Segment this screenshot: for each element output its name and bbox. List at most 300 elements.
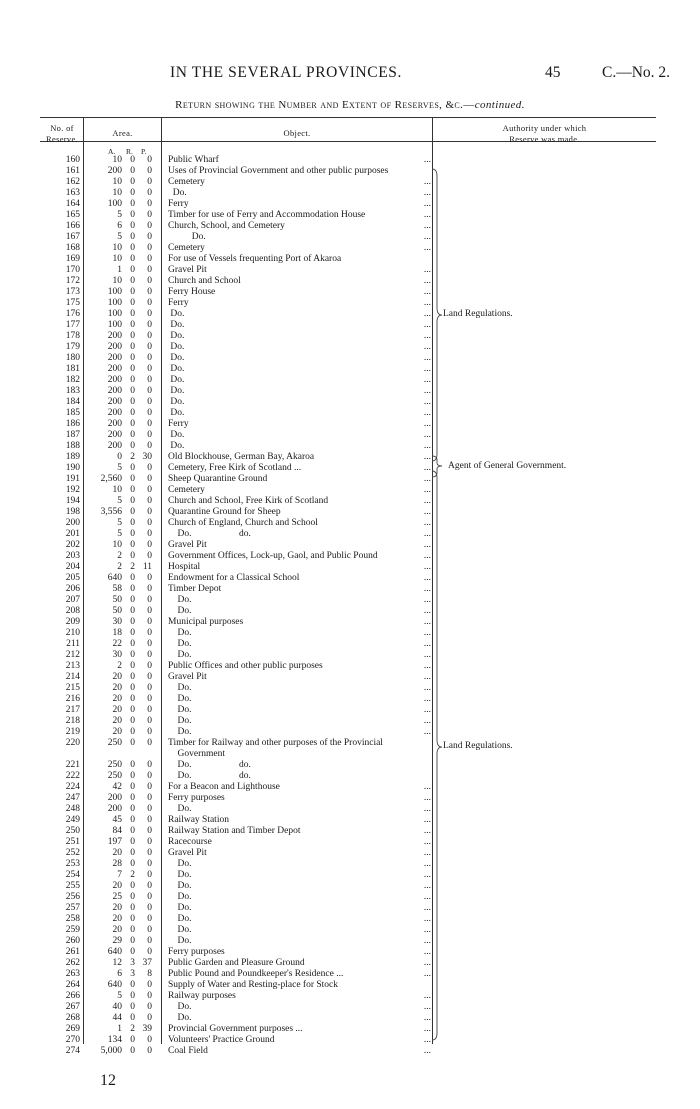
reserve-number: 263 [65, 969, 80, 979]
reserve-object: Endowment for a Classical School [168, 573, 300, 583]
area-roods: 0 [130, 947, 135, 957]
area-roods: 0 [130, 199, 135, 209]
reserve-object: Do. [168, 716, 192, 726]
area-roods: 0 [130, 408, 135, 418]
leader-dots: ... [423, 364, 431, 374]
table-row [0, 617, 440, 628]
area-perches: 0 [147, 815, 152, 825]
area-roods: 0 [130, 177, 135, 187]
table-row [0, 364, 440, 375]
area-roods: 2 [130, 870, 135, 880]
reserve-number: 262 [65, 958, 80, 968]
leader-dots: ... [423, 628, 431, 638]
leader-dots: ... [423, 518, 431, 528]
reserve-object: Do. [168, 881, 192, 891]
subtitle-text: Return showing the Number and Extent of Reserves, &c.— [175, 99, 475, 111]
reserve-object: Ferry [168, 199, 189, 209]
leader-dots: ... [423, 881, 431, 891]
area-acres: 0 [117, 452, 122, 462]
reserve-object: Do. [168, 628, 192, 638]
table-row [0, 749, 440, 760]
area-perches: 0 [147, 221, 152, 231]
leader-dots: ... [423, 463, 431, 473]
area-acres: 1 [117, 265, 122, 275]
table-row [0, 991, 440, 1002]
area-acres: 200 [107, 397, 122, 407]
reserve-object: Municipal purposes [168, 617, 244, 627]
area-perches: 8 [147, 969, 152, 979]
table-row [0, 243, 440, 254]
leader-dots: ... [423, 430, 431, 440]
area-perches: 30 [142, 452, 152, 462]
leader-dots: ... [423, 309, 431, 319]
table-row [0, 166, 440, 177]
area-roods: 0 [130, 320, 135, 330]
table-row [0, 958, 440, 969]
area-perches: 0 [147, 254, 152, 264]
reserve-number: 215 [65, 683, 80, 693]
leader-dots: ... [423, 958, 431, 968]
leader-dots: ... [423, 386, 431, 396]
table-row [0, 155, 440, 166]
reserve-object: For use of Vessels frequenting Port of Akaroa [168, 254, 342, 264]
reserve-number: 164 [65, 199, 80, 209]
reserve-object: Railway Station [168, 815, 229, 825]
reserve-number: 207 [65, 595, 80, 605]
table-row [0, 1035, 440, 1046]
area-acres: 640 [107, 573, 122, 583]
area-acres: 5 [117, 463, 122, 473]
area-perches: 0 [147, 727, 152, 737]
area-acres: 100 [107, 199, 122, 209]
leader-dots: ... [423, 375, 431, 385]
area-acres: 25 [112, 892, 122, 902]
area-perches: 37 [142, 958, 152, 968]
table-row [0, 936, 440, 947]
area-acres: 100 [107, 309, 122, 319]
table-row [0, 1002, 440, 1013]
area-roods: 0 [130, 606, 135, 616]
area-perches: 0 [147, 628, 152, 638]
reserve-object: Church and School [168, 276, 241, 286]
area-acres: 20 [112, 694, 122, 704]
area-roods: 0 [130, 265, 135, 275]
reserve-object: Do. [168, 903, 192, 913]
area-acres: 7 [117, 870, 122, 880]
reserve-object: Do. [168, 232, 206, 242]
table-row [0, 397, 440, 408]
area-perches: 0 [147, 661, 152, 671]
area-acres: 20 [112, 848, 122, 858]
area-acres: 44 [112, 1013, 122, 1023]
table-row [0, 331, 440, 342]
area-acres: 5 [117, 496, 122, 506]
reserve-object: Public Offices and other public purposes [168, 661, 323, 671]
area-acres: 200 [107, 793, 122, 803]
reserve-number: 184 [65, 397, 80, 407]
leader-dots: ... [423, 727, 431, 737]
area-perches: 0 [147, 639, 152, 649]
reserve-object: Gravel Pit [168, 265, 207, 275]
reserve-object: Public Pound and Poundkeeper's Residence ... [168, 969, 344, 979]
area-roods: 0 [130, 1002, 135, 1012]
reserve-number: 188 [65, 441, 80, 451]
reserve-object: Public Garden and Pleasure Ground [168, 958, 305, 968]
area-acres: 1 [117, 1024, 122, 1034]
area-acres: 10 [112, 540, 122, 550]
area-roods: 0 [130, 694, 135, 704]
leader-dots: ... [423, 705, 431, 715]
area-perches: 0 [147, 617, 152, 627]
area-perches: 0 [147, 485, 152, 495]
table-row [0, 1024, 440, 1035]
area-roods: 3 [130, 958, 135, 968]
area-roods: 0 [130, 837, 135, 847]
reserve-number: 248 [65, 804, 80, 814]
area-acres: 50 [112, 595, 122, 605]
reserve-object: Timber for use of Ferry and Accommodation House [168, 210, 366, 220]
area-roods: 0 [130, 661, 135, 671]
reserve-object: Do. [168, 694, 192, 704]
reserve-number: 216 [65, 694, 80, 704]
reserve-object: Do. [168, 188, 187, 198]
area-perches: 0 [147, 760, 152, 770]
leader-dots: ... [423, 188, 431, 198]
reserve-object: Do. [168, 1013, 192, 1023]
leader-dots: ... [423, 870, 431, 880]
table-row [0, 903, 440, 914]
reserve-object: Do. [168, 1002, 192, 1012]
area-perches: 0 [147, 265, 152, 275]
area-roods: 0 [130, 826, 135, 836]
leader-dots: ... [423, 342, 431, 352]
table-row [0, 177, 440, 188]
reserve-number: 194 [65, 496, 80, 506]
leader-dots: ... [423, 1046, 431, 1056]
table-row [0, 793, 440, 804]
area-acres: 18 [112, 628, 122, 638]
reserve-number: 160 [65, 155, 80, 165]
reserve-object: Do. [168, 408, 185, 418]
area-acres: 2,560 [100, 474, 122, 484]
table-row [0, 265, 440, 276]
area-acres: 5 [117, 991, 122, 1001]
reserve-number: 210 [65, 628, 80, 638]
reserve-number: 167 [65, 232, 80, 242]
table-row [0, 1013, 440, 1024]
area-perches: 0 [147, 210, 152, 220]
leader-dots: ... [423, 298, 431, 308]
table-row [0, 496, 440, 507]
leader-dots: ... [423, 1002, 431, 1012]
reserve-object: Do. [168, 386, 185, 396]
page-number: 45 [545, 64, 561, 81]
area-roods: 0 [130, 1035, 135, 1045]
area-roods: 0 [130, 232, 135, 242]
area-perches: 0 [147, 881, 152, 891]
area-perches: 0 [147, 243, 152, 253]
reserve-number: 204 [65, 562, 80, 572]
table-row [0, 529, 440, 540]
reserve-object: Do. [168, 441, 185, 451]
area-roods: 0 [130, 221, 135, 231]
leader-dots: ... [423, 529, 431, 539]
area-acres: 250 [107, 760, 122, 770]
reserve-object: Do. do. [168, 771, 251, 781]
reserve-number: 270 [65, 1035, 80, 1045]
table-row [0, 551, 440, 562]
reserve-object: Do. do. [168, 529, 251, 539]
area-acres: 84 [112, 826, 122, 836]
table-row [0, 760, 440, 771]
reserve-object: Church, School, and Cemetery [168, 221, 285, 231]
table-row [0, 474, 440, 485]
area-acres: 200 [107, 375, 122, 385]
leader-dots: ... [423, 551, 431, 561]
reserve-number: 268 [65, 1013, 80, 1023]
reserve-number: 183 [65, 386, 80, 396]
header-authority-line1: Authority under which [502, 123, 587, 133]
leader-dots: ... [423, 573, 431, 583]
area-acres: 2 [117, 661, 122, 671]
area-roods: 0 [130, 342, 135, 352]
area-perches: 0 [147, 463, 152, 473]
reserve-number: 258 [65, 914, 80, 924]
reserve-object: Supply of Water and Resting-place for Stock [168, 980, 339, 990]
reserve-number: 172 [65, 276, 80, 286]
area-roods: 0 [130, 474, 135, 484]
area-acres: 30 [112, 650, 122, 660]
area-acres: 58 [112, 584, 122, 594]
table-row [0, 1046, 440, 1057]
table-row [0, 210, 440, 221]
header-area-label: Area. [112, 128, 133, 138]
area-acres: 640 [107, 947, 122, 957]
reserve-number: 198 [65, 507, 80, 517]
reserve-number: 205 [65, 573, 80, 583]
reserve-number: 178 [65, 331, 80, 341]
table-row [0, 518, 440, 529]
area-perches: 11 [142, 562, 152, 572]
area-roods: 0 [130, 936, 135, 946]
area-acres: 10 [112, 155, 122, 165]
reserve-number: 182 [65, 375, 80, 385]
reserve-number: 214 [65, 672, 80, 682]
area-roods: 0 [130, 441, 135, 451]
area-acres: 20 [112, 727, 122, 737]
area-roods: 0 [130, 914, 135, 924]
reserve-number: 247 [65, 793, 80, 803]
reserve-number: 191 [65, 474, 80, 484]
table-row [0, 452, 440, 463]
leader-dots: ... [423, 606, 431, 616]
area-acres: 29 [112, 936, 122, 946]
reserve-object: Public Wharf [168, 155, 219, 165]
table-row [0, 628, 440, 639]
table-row [0, 298, 440, 309]
table-row [0, 408, 440, 419]
area-roods: 0 [130, 782, 135, 792]
area-perches: 0 [147, 650, 152, 660]
area-roods: 0 [130, 793, 135, 803]
area-acres: 200 [107, 364, 122, 374]
table-row [0, 287, 440, 298]
table-row [0, 782, 440, 793]
area-roods: 0 [130, 496, 135, 506]
reserve-number: 179 [65, 342, 80, 352]
reserve-number: 168 [65, 243, 80, 253]
area-roods: 0 [130, 848, 135, 858]
area-perches: 0 [147, 782, 152, 792]
leader-dots: ... [423, 617, 431, 627]
table-row [0, 837, 440, 848]
area-acres: 50 [112, 606, 122, 616]
table-row [0, 507, 440, 518]
table-row [0, 672, 440, 683]
table-row [0, 540, 440, 551]
area-roods: 0 [130, 507, 135, 517]
area-roods: 3 [130, 969, 135, 979]
reserve-object: Do. [168, 705, 192, 715]
reserve-number: 253 [65, 859, 80, 869]
table-row [0, 771, 440, 782]
reserve-object: Do. [168, 375, 185, 385]
reserve-number: 200 [65, 518, 80, 528]
table-row [0, 419, 440, 430]
area-acres: 10 [112, 254, 122, 264]
reserve-number: 252 [65, 848, 80, 858]
area-roods: 0 [130, 595, 135, 605]
reserve-number: 256 [65, 892, 80, 902]
area-perches: 0 [147, 925, 152, 935]
reserve-number: 166 [65, 221, 80, 231]
area-roods: 0 [130, 309, 135, 319]
table-row [0, 573, 440, 584]
area-roods: 0 [130, 727, 135, 737]
area-perches: 0 [147, 991, 152, 1001]
area-roods: 0 [130, 529, 135, 539]
table-row [0, 485, 440, 496]
leader-dots: ... [423, 331, 431, 341]
reserve-number: 220 [65, 738, 80, 748]
reserve-object: Do. [168, 309, 185, 319]
area-perches: 0 [147, 397, 152, 407]
reserve-object: Church and School, Free Kirk of Scotland [168, 496, 329, 506]
reserve-number: 165 [65, 210, 80, 220]
leader-dots: ... [423, 562, 431, 572]
leader-dots: ... [423, 419, 431, 429]
area-roods: 2 [130, 562, 135, 572]
reserve-object: Hospital [168, 562, 201, 572]
reserve-object: Do. [168, 804, 192, 814]
area-perches: 39 [142, 1024, 152, 1034]
leader-dots: ... [423, 793, 431, 803]
area-perches: 0 [147, 804, 152, 814]
area-acres: 10 [112, 177, 122, 187]
table-row [0, 342, 440, 353]
area-roods: 0 [130, 430, 135, 440]
reserve-object: Ferry purposes [168, 793, 225, 803]
area-roods: 0 [130, 980, 135, 990]
leader-dots: ... [423, 837, 431, 847]
area-roods: 0 [130, 903, 135, 913]
area-roods: 0 [130, 892, 135, 902]
leader-dots: ... [423, 397, 431, 407]
area-perches: 0 [147, 837, 152, 847]
table-row [0, 859, 440, 870]
reserve-object: Cemetery [168, 485, 205, 495]
reserve-number: 173 [65, 287, 80, 297]
area-acres: 200 [107, 419, 122, 429]
table-top-rule [40, 117, 656, 118]
reserve-object: Do. [168, 342, 185, 352]
leader-dots: ... [423, 496, 431, 506]
table-row [0, 562, 440, 573]
area-acres: 100 [107, 287, 122, 297]
table-row [0, 738, 440, 749]
area-acres: 200 [107, 441, 122, 451]
area-acres: 10 [112, 188, 122, 198]
area-roods: 0 [130, 540, 135, 550]
reserve-number: 187 [65, 430, 80, 440]
area-roods: 0 [130, 254, 135, 264]
area-perches: 0 [147, 848, 152, 858]
reserve-number: 213 [65, 661, 80, 671]
reserve-object: Ferry [168, 298, 189, 308]
table-row [0, 309, 440, 320]
table-row [0, 441, 440, 452]
reserve-number: 186 [65, 419, 80, 429]
reserve-object: Do. [168, 727, 192, 737]
area-perches: 0 [147, 903, 152, 913]
leader-dots: ... [423, 914, 431, 924]
reserve-number: 169 [65, 254, 80, 264]
area-acres: 250 [107, 771, 122, 781]
area-roods: 0 [130, 716, 135, 726]
subtitle-continued: continued. [474, 99, 525, 111]
area-acres: 42 [112, 782, 122, 792]
area-roods: 0 [130, 859, 135, 869]
reserve-object: Government Offices, Lock-up, Gaol, and Public Pound [168, 551, 378, 561]
area-perches: 0 [147, 276, 152, 286]
reserve-object: Do. [168, 430, 185, 440]
reserve-number: 250 [65, 826, 80, 836]
reserve-number: 192 [65, 485, 80, 495]
area-perches: 0 [147, 606, 152, 616]
table-row [0, 925, 440, 936]
leader-dots: ... [423, 672, 431, 682]
reserve-object: Do. [168, 936, 192, 946]
table-row [0, 848, 440, 859]
brace-land-regulations-2 [431, 470, 443, 1042]
area-perches: 0 [147, 980, 152, 990]
reserve-number: 181 [65, 364, 80, 374]
area-acres: 100 [107, 320, 122, 330]
area-roods: 0 [130, 804, 135, 814]
area-acres: 28 [112, 859, 122, 869]
area-roods: 0 [130, 463, 135, 473]
authority-land-regulations-2: Land Regulations. [443, 741, 513, 751]
area-perches: 0 [147, 672, 152, 682]
area-roods: 0 [130, 485, 135, 495]
area-acres: 20 [112, 903, 122, 913]
area-perches: 0 [147, 408, 152, 418]
leader-dots: ... [423, 650, 431, 660]
area-perches: 0 [147, 1013, 152, 1023]
area-roods: 0 [130, 353, 135, 363]
reserve-object: Quarantine Ground for Sheep [168, 507, 281, 517]
area-acres: 20 [112, 672, 122, 682]
